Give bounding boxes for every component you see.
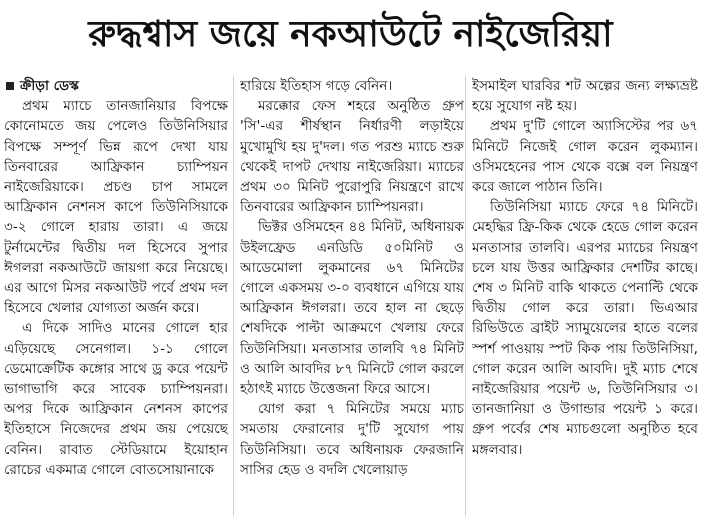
paragraph: প্রথম ম্যাচে তানজানিয়ার বিপক্ষে কোনোমতে জয় পেলেও তিউনিসিয়ার বিপক্ষে সম্পূর্ণ ভিন্ন রূপে দেখা যায় তিনবারের আফ্রিকান চ্যাম্পিয়ন নাইজেরিয়াকে। প্রচণ্ড চাপ সামলে আফ্রিকান নেশনস কাপে তিউনিসিয়াকে ৩-২ গোলে হারায় তারা। এ জয়ে টুর্নামেন্টের দ্বিতীয় দল হিসেবে সুপার ঈগলরা নকআউটে জায়গা করে নিয়েছে। এর আগে মিসর নকআউট পর্বে প্রথম দল হিসেবে খেলার যোগ্যতা অর্জন করে। xyxy=(4,98,228,317)
column-divider xyxy=(233,76,234,516)
paragraph: ভিক্টর ওসিমহেন ৪৪ মিনিট, অধিনায়ক উইলফ্রেড এনডিডি ৫০মিনিট ও আডেমোলা লুকমানের ৬৭ মিনিটের গোলে একসময় ৩-০ ব্যবধানে এগিয়ে যায় আফ্রিকান ঈগলরা। তবে হাল না ছেড়ে শেষদিকে পাল্টা আক্রমণে খেলায় ফেরে তিউনিসিয়া। মনতাসার তালবি ৭৪ মিনিট ও আলি আবদির ৮৭ মিনিটে গোল করলে হঠাৎই ম্যাচে উত্তেজনা ফিরে আসে। xyxy=(240,219,464,398)
article-column-2 xyxy=(240,76,464,516)
paragraph-continued: ইসমাইল ঘারবির শট অল্পের জন্য লক্ষ্যভ্রষ্ট হয়ে সুযোগ নষ্ট হয়। xyxy=(472,78,698,115)
paragraph-continued: হারিয়ে ইতিহাস গড়ে বেনিন। xyxy=(240,78,393,94)
article-column-3 xyxy=(472,76,698,516)
paragraph: প্রথম দু'টি গোলে অ্যাসিস্টের পর ৬৭ মিনিটে নিজেই গোল করেন লুকম্যান। ওসিমহেনের পাস থেকে বক্সে বল নিয়ন্ত্রণ করে জালে পাঠান তিনি। xyxy=(472,118,698,196)
paragraph: এ দিকে সাদিও মানের গোলে হার এড়িয়েছে সেনেগাল। ১-১ গোলে ডেমোক্রেটিক কঙ্গোর সাথে ড্র করে পয়েন্ট ভাগাভাগি করে সাবেক চ্যাম্পিয়নরা। অপর দিকে আফ্রিকান নেশনস কাপের ইতিহাসে নিজেদের প্রথম জয় পেয়েছে বেনিন। রাবাত স্টেডিয়ামে ইয়োহান রোচের একমাত্র গোলে বোতসোয়ানাকে xyxy=(4,320,228,478)
headline: রুদ্ধশ্বাস জয়ে নকআউটে নাইজেরিয়া xyxy=(88,14,613,55)
dateline-text: ক্রীড়া ডেস্ক xyxy=(20,78,79,94)
paragraph: মরক্কোর ফেস শহরে অনুষ্ঠিত গ্রুপ 'সি'-এর শীর্ষস্থান নির্ধারণী লড়াইয়ে মুখোমুখি হয় দু'দল। গত পরশু ম্যাচে শুরু থেকেই দাপট দেখায় নাইজেরিয়া। ম্যাচের প্রথম ৩০ মিনিট পুরোপুরি নিয়ন্ত্রণে রাখে তিনবারের আফ্রিকান চ্যাম্পিয়নরা। xyxy=(240,98,464,216)
paragraph: তিউনিসিয়া ম্যাচে ফেরে ৭৪ মিনিটে। মেহদ্ধির ফ্রি-কিক থেকে হেডে গোল করেন মনতাসার তালবি। এরপর ম্যাচের নিয়ন্ত্রণ চলে যায় উত্তর আফ্রিকার দেশটির কাছে। শেষ ৩ মিনিট বাকি থাকতে পেনাল্টি থেকে দ্বিতীয় গোল করে তারা। ভিএআর রিভিউতে ব্রাইট স্যামুয়েলের হাতে বলের স্পর্শ পাওয়ায় স্পট কিক পায় তিউনিসিয়া, গোল করেন আলি আবদি। দুই ম্যাচ শেষে নাইজেরিয়ার পয়েন্ট ৬, তিউনিসিয়ার ৩। তানজানিয়া ও উগান্ডার পয়েন্ট ১ করে। গ্রুপ পর্বের শেষ ম্যাচগুলো অনুষ্ঠিত হবে মঙ্গলবার। xyxy=(472,199,698,458)
column-divider xyxy=(465,76,466,516)
article-column-1 xyxy=(4,76,228,516)
paragraph: যোগ করা ৭ মিনিটের সময়ে ম্যাচ সমতায় ফেরানোর দু'টি সুযোগ পায় তিউনিসিয়া। তবে অধিনায়ক ফেরজানি সাসির হেড ও বদলি খেলোয়াড় xyxy=(240,401,464,478)
square-bullet-icon xyxy=(6,82,14,90)
dateline xyxy=(4,76,228,96)
